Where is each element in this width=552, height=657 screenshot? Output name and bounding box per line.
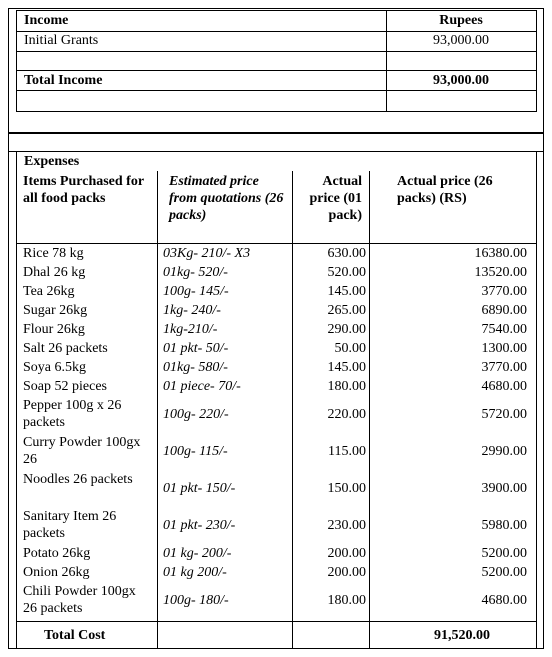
estimated-price: 01 pkt- 50/- <box>163 341 229 356</box>
estimated-price: 01 kg- 200/- <box>163 546 232 561</box>
estimated-price: 100g- 180/- <box>163 593 229 608</box>
income-header-label: Income <box>24 13 69 28</box>
estimated-price: 1kg- 240/- <box>163 303 221 318</box>
expenses-section-label: Expenses <box>24 154 80 169</box>
estimated-price: 100g- 115/- <box>163 444 228 459</box>
estimated-price: 100g- 220/- <box>163 407 229 422</box>
item-name: Potato 26kg <box>23 546 91 561</box>
initial-grants-value: 93,000.00 <box>433 33 489 48</box>
income-col-line <box>536 10 537 112</box>
actual-price-26: 5720.00 <box>481 407 527 422</box>
col-header-estimated: Estimated price from quotations (26 packs) <box>169 174 284 223</box>
item-name: Sanitary Item 26 packets <box>23 509 117 541</box>
estimated-price: 01kg- 520/- <box>163 265 228 280</box>
income-header-value: Rupees <box>439 13 483 28</box>
actual-price-single: 520.00 <box>327 265 366 280</box>
expenses-col-line <box>536 151 537 648</box>
actual-price-single: 290.00 <box>327 322 366 337</box>
actual-price-26: 4680.00 <box>481 379 527 394</box>
actual-price-26: 16380.00 <box>474 246 527 261</box>
item-name: Noodles 26 packets <box>23 472 133 487</box>
actual-price-single: 230.00 <box>327 518 366 533</box>
actual-price-26: 5980.00 <box>481 518 527 533</box>
item-name: Onion 26kg <box>23 565 90 580</box>
actual-price-26: 3770.00 <box>481 284 527 299</box>
estimated-price: 1kg-210/- <box>163 322 218 337</box>
expenses-col-line <box>16 151 17 648</box>
actual-price-26: 1300.00 <box>481 341 527 356</box>
estimated-price: 100g- 145/- <box>163 284 229 299</box>
item-name: Sugar 26kg <box>23 303 88 318</box>
actual-price-26: 13520.00 <box>474 265 527 280</box>
actual-price-26: 7540.00 <box>481 322 527 337</box>
expenses-row-line <box>8 151 544 152</box>
total-cost-label: Total Cost <box>44 628 106 643</box>
income-row-line <box>16 10 536 11</box>
income-row-line <box>16 111 536 112</box>
actual-price-single: 180.00 <box>327 379 366 394</box>
col-header-actual: Actual price (01 pack) <box>309 174 362 223</box>
item-name: Soya 6.5kg <box>23 360 86 375</box>
actual-price-single: 145.00 <box>327 360 366 375</box>
item-name: Pepper 100g x 26 packets <box>23 398 122 430</box>
income-col-line <box>386 10 387 112</box>
actual-price-single: 150.00 <box>327 481 366 496</box>
estimated-price: 01 kg 200/- <box>163 565 227 580</box>
item-name: Flour 26kg <box>23 322 85 337</box>
actual-price-26: 6890.00 <box>481 303 527 318</box>
actual-price-single: 145.00 <box>327 284 366 299</box>
actual-price-single: 200.00 <box>327 546 366 561</box>
income-row-line <box>16 90 536 91</box>
income-row-line <box>16 51 536 52</box>
item-name: Salt 26 packets <box>23 341 108 356</box>
actual-price-26: 5200.00 <box>481 565 527 580</box>
estimated-price: 01 pkt- 230/- <box>163 518 236 533</box>
item-name: Tea 26kg <box>23 284 75 299</box>
item-name: Soap 52 pieces <box>23 379 107 394</box>
estimated-price: 01kg- 580/- <box>163 360 228 375</box>
expenses-row-line <box>16 621 536 622</box>
actual-price-single: 220.00 <box>327 407 366 422</box>
total-income-label: Total Income <box>24 73 103 88</box>
income-row-line <box>16 70 536 71</box>
actual-price-26: 3770.00 <box>481 360 527 375</box>
actual-price-single: 200.00 <box>327 565 366 580</box>
expenses-row-line <box>16 243 536 244</box>
total-income-value: 93,000.00 <box>433 73 489 88</box>
item-name: Dhal 26 kg <box>23 265 86 280</box>
actual-price-single: 265.00 <box>327 303 366 318</box>
item-name: Chili Powder 100gx 26 packets <box>23 584 136 616</box>
estimated-price: 01 piece- 70/- <box>163 379 241 394</box>
item-name: Curry Powder 100gx 26 <box>23 435 141 467</box>
actual-price-26: 3900.00 <box>481 481 527 496</box>
income-col-line <box>16 10 17 112</box>
actual-price-single: 115.00 <box>328 444 366 459</box>
estimated-price: 01 pkt- 150/- <box>163 481 236 496</box>
actual-price-single: 630.00 <box>327 246 366 261</box>
total-cost-value: 91,520.00 <box>434 628 490 643</box>
item-name: Rice 78 kg <box>23 246 84 261</box>
actual-price-26: 4680.00 <box>481 593 527 608</box>
estimated-price: 03Kg- 210/- X3 <box>163 246 251 261</box>
actual-price-26: 5200.00 <box>481 546 527 561</box>
col-header-actual-26: Actual price (26 packs) (RS) <box>397 174 493 206</box>
col-header-items: Items Purchased for all food packs <box>23 174 144 206</box>
actual-price-single: 180.00 <box>327 593 366 608</box>
initial-grants-label: Initial Grants <box>24 33 99 48</box>
actual-price-26: 2990.00 <box>481 444 527 459</box>
actual-price-single: 50.00 <box>334 341 366 356</box>
